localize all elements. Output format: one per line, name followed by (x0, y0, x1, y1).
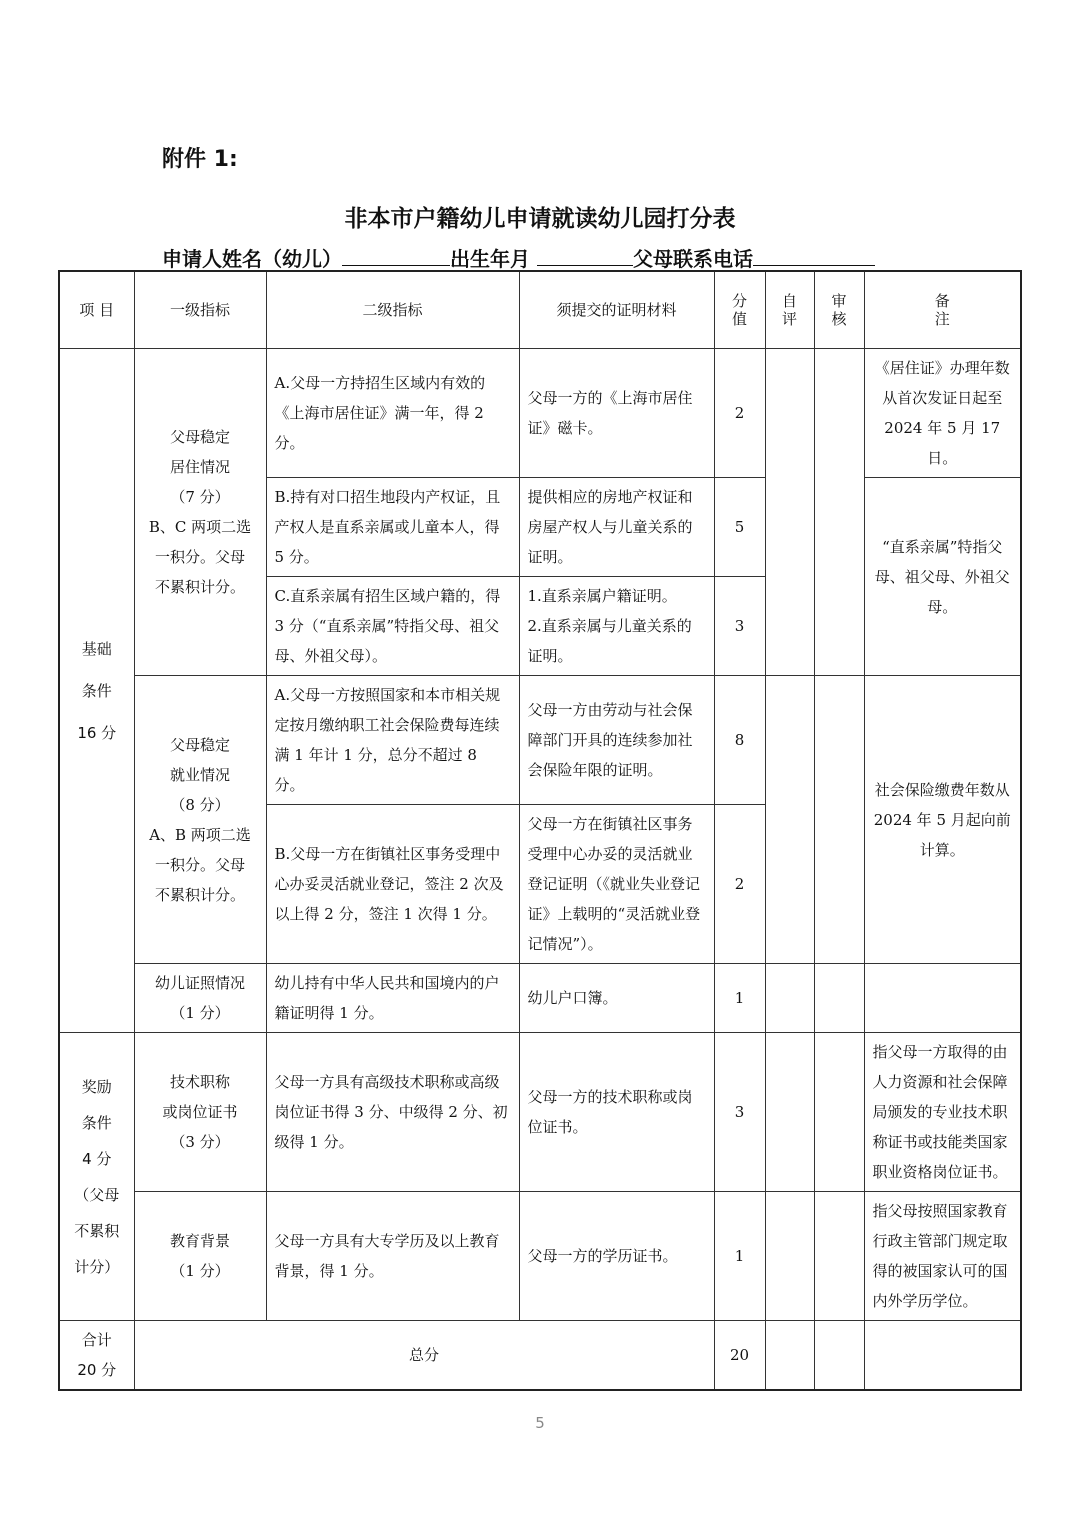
education-level1: 教育背景 （1 分） (134, 1192, 266, 1321)
employment-remark: 社会保险缴费年数从 2024 年 5 月起向前计算。 (864, 676, 1021, 964)
child-cert-level2: 幼儿持有中华人民共和国境内的户籍证明得 1 分。 (266, 964, 519, 1033)
header-remark: 备 注 (864, 271, 1021, 349)
education-self-eval-cell[interactable] (765, 1192, 814, 1321)
table-row (59, 1033, 1021, 1192)
employment-a-level2: A.父母一方按照国家和本市相关规定按月缴纳职工社会保险费每连续满 1 年计 1 分，总分不超过 8 分。 (266, 676, 519, 805)
residence-a-materials: 父母一方的《上海市居住证》磁卡。 (519, 349, 714, 478)
residence-self-eval-cell[interactable] (765, 349, 814, 676)
applicant-info-line (162, 243, 875, 272)
score-table (58, 270, 1022, 1391)
page-number: 5 (535, 1414, 545, 1432)
employment-b-materials: 父母一方在街镇社区事务受理中心办妥的灵活就业登记证明（《就业失业登记证》上载明的“灵活就业登记情况”）。 (519, 805, 714, 964)
total-score: 20 (714, 1321, 765, 1391)
residence-a-level2: A.父母一方持招生区域内有效的《上海市居住证》满一年，得 2 分。 (266, 349, 519, 478)
residence-c-score: 3 (714, 577, 765, 676)
name-blank[interactable] (342, 245, 450, 266)
table-row (59, 1192, 1021, 1321)
residence-a-score: 2 (714, 349, 765, 478)
child-cert-review-cell[interactable] (814, 964, 864, 1033)
phone-blank[interactable] (753, 245, 875, 266)
title-cert-level1: 技术职称 或岗位证书 （3 分） (134, 1033, 266, 1192)
header-self-eval: 自 评 (765, 271, 814, 349)
employment-a-score: 8 (714, 676, 765, 805)
total-category: 合计 20 分 (59, 1321, 134, 1391)
phone-label: 父母联系电话 (632, 247, 753, 271)
residence-b-level2: B.持有对口招生地段内产权证，且产权人是直系亲属或儿童本人，得 5 分。 (266, 478, 519, 577)
header-level2: 二级指标 (266, 271, 519, 349)
residence-level1: 父母稳定 居住情况 （7 分） B、C 两项二选 一积分。父母 不累积计分。 (134, 349, 266, 676)
education-score: 1 (714, 1192, 765, 1321)
title-cert-review-cell[interactable] (814, 1033, 864, 1192)
employment-b-level2: B.父母一方在街镇社区事务受理中心办妥灵活就业登记，签注 2 次及以上得 2 分，签注 1 次得 1 分。 (266, 805, 519, 964)
child-cert-level1: 幼儿证照情况 （1 分） (134, 964, 266, 1033)
residence-c-level2: C.直系亲属有招生区域户籍的，得 3 分（“直系亲属”特指父母、祖父母、外祖父母）。 (266, 577, 519, 676)
total-remark-cell (864, 1321, 1021, 1391)
employment-a-materials: 父母一方由劳动与社会保障部门开具的连续参加社会保险年限的证明。 (519, 676, 714, 805)
education-review-cell[interactable] (814, 1192, 864, 1321)
birth-label: 出生年月 (450, 247, 530, 271)
title-cert-materials: 父母一方的技术职称或岗位证书。 (519, 1033, 714, 1192)
education-materials: 父母一方的学历证书。 (519, 1192, 714, 1321)
employment-self-eval-cell[interactable] (765, 676, 814, 964)
residence-bc-remark: “直系亲属”特指父母、祖父母、外祖父母。 (864, 478, 1021, 676)
name-label: 申请人姓名（幼儿） (162, 247, 342, 271)
child-cert-self-eval-cell[interactable] (765, 964, 814, 1033)
total-label: 总分 (134, 1321, 714, 1391)
header-materials: 须提交的证明材料 (519, 271, 714, 349)
header-score: 分 值 (714, 271, 765, 349)
employment-b-score: 2 (714, 805, 765, 964)
residence-a-remark: 《居住证》办理年数从首次发证日起至 2024 年 5 月 17 日。 (864, 349, 1021, 478)
residence-b-score: 5 (714, 478, 765, 577)
header-item: 项 目 (59, 271, 134, 349)
category-reward: 奖励 条件 4 分 （父母 不累积 计分） (59, 1033, 134, 1321)
table-row (59, 964, 1021, 1033)
employment-level1: 父母稳定 就业情况 （8 分） A、B 两项二选 一积分。父母 不累积计分。 (134, 676, 266, 964)
birth-blank[interactable] (537, 245, 633, 266)
residence-c-materials: 1.直系亲属户籍证明。 2.直系亲属与儿童关系的证明。 (519, 577, 714, 676)
employment-review-cell[interactable] (814, 676, 864, 964)
table-row (59, 349, 1021, 478)
title-cert-remark: 指父母一方取得的由人力资源和社会保障局颁发的专业技术职称证书或技能类国家职业资格岗位证书。 (864, 1033, 1021, 1192)
attachment-label: 附件 1: (162, 147, 238, 172)
header-review: 审 核 (814, 271, 864, 349)
total-self-eval-cell[interactable] (765, 1321, 814, 1391)
child-cert-score: 1 (714, 964, 765, 1033)
total-row (59, 1321, 1021, 1391)
title-cert-self-eval-cell[interactable] (765, 1033, 814, 1192)
document-title: 非本市户籍幼儿申请就读幼儿园打分表 (344, 206, 736, 232)
education-remark: 指父母按照国家教育行政主管部门规定取得的被国家认可的国内外学历学位。 (864, 1192, 1021, 1321)
child-cert-materials: 幼儿户口簿。 (519, 964, 714, 1033)
residence-review-cell[interactable] (814, 349, 864, 676)
title-cert-score: 3 (714, 1033, 765, 1192)
header-level1: 一级指标 (134, 271, 266, 349)
child-cert-remark-cell (864, 964, 1021, 1033)
residence-b-materials: 提供相应的房地产权证和房屋产权人与儿童关系的证明。 (519, 478, 714, 577)
header-row (59, 271, 1021, 349)
table-row (59, 676, 1021, 805)
education-level2: 父母一方具有大专学历及以上教育背景，得 1 分。 (266, 1192, 519, 1321)
title-cert-level2: 父母一方具有高级技术职称或高级岗位证书得 3 分、中级得 2 分、初级得 1 分。 (266, 1033, 519, 1192)
category-basic: 基础 条件 16 分 (59, 349, 134, 1033)
total-review-cell[interactable] (814, 1321, 864, 1391)
